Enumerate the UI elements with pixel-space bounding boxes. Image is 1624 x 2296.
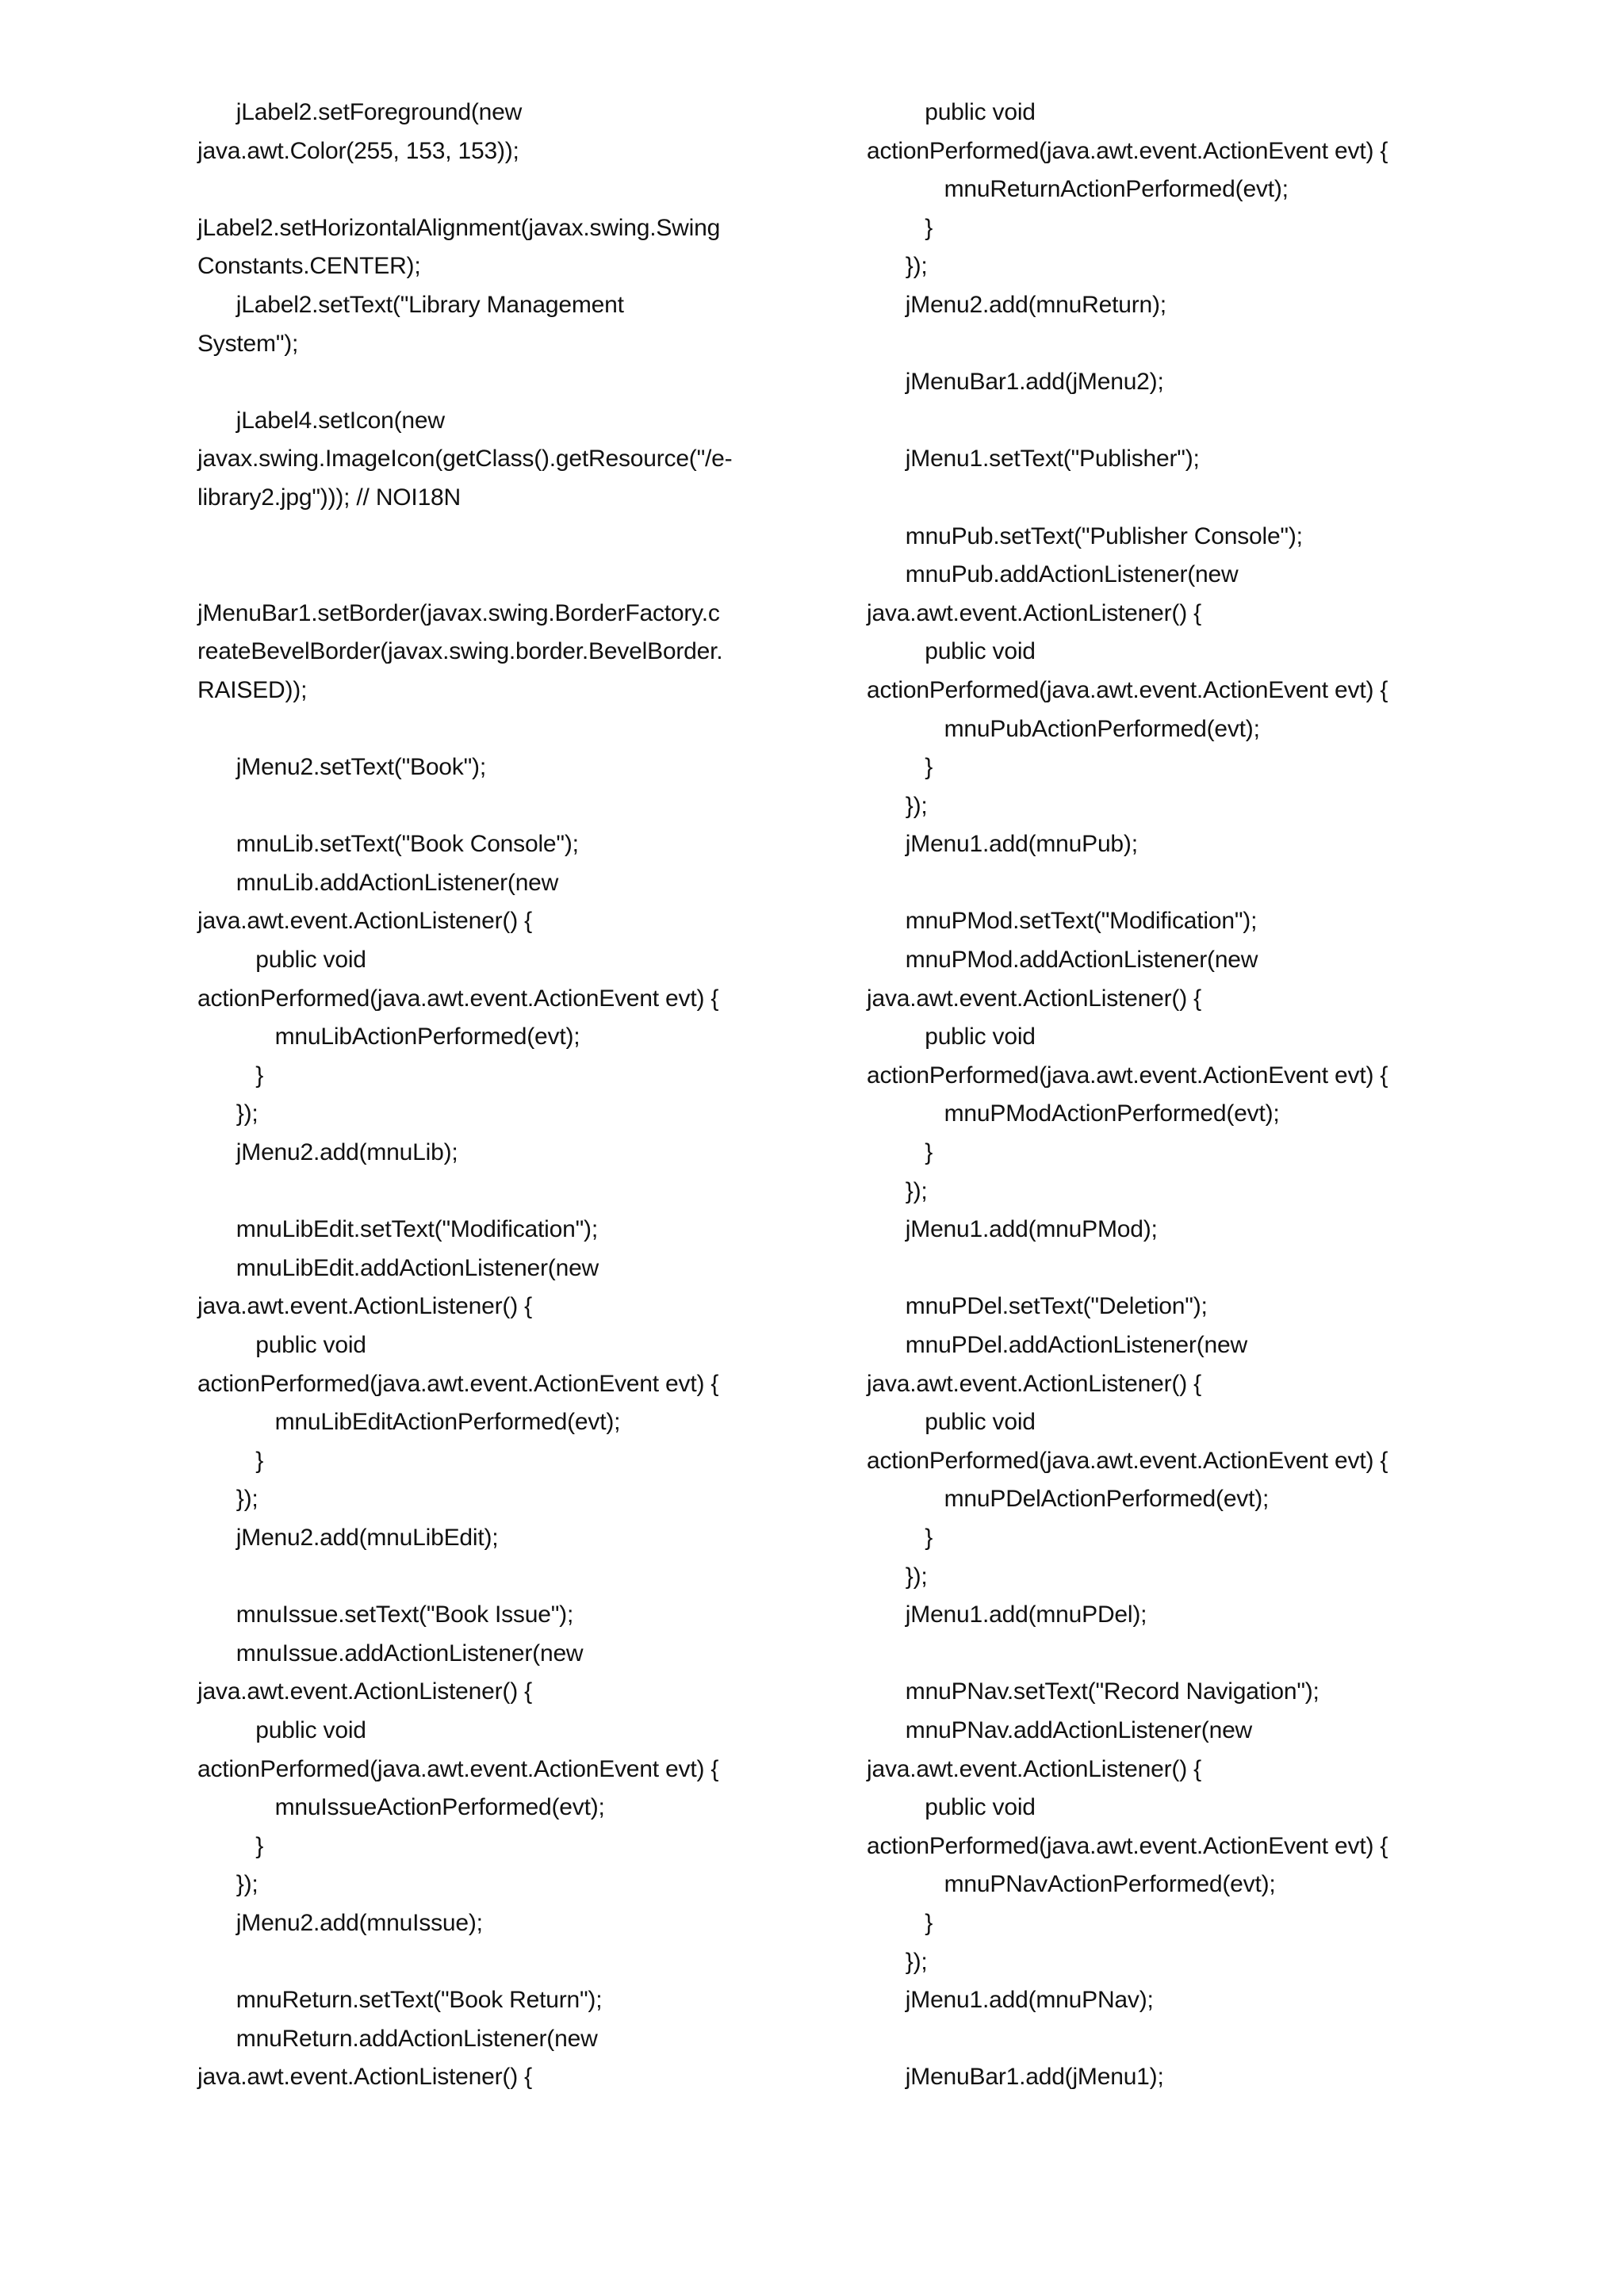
code-line: } — [867, 754, 933, 781]
code-line: }); — [867, 1948, 928, 1975]
code-line: mnuLibEditActionPerformed(evt); — [197, 1409, 621, 1436]
code-line — [197, 170, 800, 209]
code-line: }); — [867, 1177, 928, 1204]
code-line: }); — [197, 1100, 259, 1127]
code-line: jMenu1.add(mnuPMod); — [867, 1216, 1158, 1243]
code-line: } — [197, 1062, 264, 1089]
code-line: mnuIssue.addActionListener(new — [197, 1640, 584, 1667]
code-line: java.awt.event.ActionListener() { — [867, 599, 1201, 626]
code-line: mnuLibActionPerformed(evt); — [197, 1024, 580, 1050]
code-line: mnuPModActionPerformed(evt); — [867, 1100, 1280, 1127]
code-column-right — [867, 94, 1469, 2097]
code-line: actionPerformed(java.awt.event.ActionEvent evt) { — [867, 1447, 1388, 1474]
code-line — [197, 1558, 800, 1597]
code-line: actionPerformed(java.awt.event.ActionEvent evt) { — [867, 676, 1388, 703]
code-line: actionPerformed(java.awt.event.ActionEvent evt) { — [197, 985, 719, 1012]
code-line: mnuPDel.addActionListener(new — [867, 1332, 1247, 1358]
code-line — [867, 325, 1469, 364]
code-line: jLabel2.setHorizontalAlignment(javax.swing.Swing — [197, 214, 721, 241]
code-line: } — [867, 1139, 933, 1166]
code-line: java.awt.event.ActionListener() { — [197, 1678, 532, 1705]
code-line: }); — [867, 253, 928, 280]
code-line: mnuLibEdit.setText("Modification"); — [197, 1216, 598, 1243]
code-line — [197, 710, 800, 749]
code-line — [197, 787, 800, 826]
code-line: public void — [867, 1409, 1036, 1436]
code-line: System"); — [197, 330, 299, 357]
code-line — [197, 1173, 800, 1211]
code-line: mnuLib.addActionListener(new — [197, 869, 559, 896]
code-line: public void — [867, 638, 1036, 665]
code-line: mnuReturn.setText("Book Return"); — [197, 1987, 603, 2014]
code-line: actionPerformed(java.awt.event.ActionEvent evt) { — [197, 1755, 719, 1782]
code-line: mnuIssueActionPerformed(evt); — [197, 1794, 605, 1821]
code-line: java.awt.event.ActionListener() { — [867, 985, 1201, 1012]
code-line: java.awt.event.ActionListener() { — [867, 1370, 1201, 1397]
code-line: mnuPNav.addActionListener(new — [867, 1716, 1253, 1743]
code-line: mnuPMod.addActionListener(new — [867, 947, 1258, 974]
code-line: RAISED)); — [197, 676, 308, 703]
code-line: jMenu2.add(mnuLib); — [197, 1139, 458, 1166]
code-line — [197, 518, 800, 557]
code-line: mnuPDel.setText("Deletion"); — [867, 1293, 1208, 1320]
code-line: actionPerformed(java.awt.event.ActionEvent evt) { — [197, 1370, 719, 1397]
code-line: } — [197, 1832, 264, 1859]
code-line: mnuPMod.setText("Modification"); — [867, 908, 1258, 935]
code-line: jMenuBar1.setBorder(javax.swing.BorderFactory.c — [197, 599, 720, 626]
code-line — [197, 363, 800, 402]
code-line: jMenu2.add(mnuReturn); — [867, 291, 1166, 318]
code-line: public void — [197, 1716, 366, 1743]
code-line — [867, 402, 1469, 441]
code-line: library2.jpg"))); // NOI18N — [197, 484, 461, 511]
code-line: mnuLib.setText("Book Console"); — [197, 831, 579, 858]
code-line: jMenu1.add(mnuPNav); — [867, 1987, 1154, 2014]
code-line — [867, 864, 1469, 903]
code-line: actionPerformed(java.awt.event.ActionEvent evt) { — [867, 1062, 1388, 1089]
code-line: jMenu1.setText("Publisher"); — [867, 446, 1200, 473]
code-line: mnuPub.setText("Publisher Console"); — [867, 522, 1303, 549]
code-line — [197, 1943, 800, 1982]
code-line: Constants.CENTER); — [197, 253, 421, 280]
code-line — [867, 1249, 1469, 1288]
code-line: javax.swing.ImageIcon(getClass().getResource("/e- — [197, 446, 733, 473]
code-line: jLabel2.setForeground(new — [197, 99, 523, 125]
code-line: jLabel4.setIcon(new — [197, 407, 445, 434]
code-line: java.awt.event.ActionListener() { — [197, 908, 532, 935]
code-line: } — [197, 1447, 264, 1474]
code-line — [867, 479, 1469, 518]
code-line: }); — [867, 1563, 928, 1590]
code-line: mnuPub.addActionListener(new — [867, 561, 1239, 588]
code-line: mnuIssue.setText("Book Issue"); — [197, 1601, 574, 1628]
code-line: jLabel2.setText("Library Management — [197, 291, 624, 318]
code-line: public void — [867, 1794, 1036, 1821]
code-line: reateBevelBorder(javax.swing.border.BevelBorder. — [197, 638, 723, 665]
code-line: java.awt.event.ActionListener() { — [867, 1755, 1201, 1782]
code-line: mnuReturn.addActionListener(new — [197, 2025, 598, 2052]
code-line: jMenu1.add(mnuPDel); — [867, 1601, 1147, 1628]
code-line: actionPerformed(java.awt.event.ActionEvent evt) { — [867, 137, 1388, 164]
code-line: jMenu2.add(mnuIssue); — [197, 1909, 483, 1936]
code-line: } — [867, 214, 933, 241]
code-line: } — [867, 1909, 933, 1936]
code-line: actionPerformed(java.awt.event.ActionEvent evt) { — [867, 1832, 1388, 1859]
code-column-left — [197, 94, 800, 2097]
code-line: public void — [867, 1024, 1036, 1050]
code-line: mnuPNavActionPerformed(evt); — [867, 1871, 1276, 1898]
code-line: public void — [197, 947, 366, 974]
code-line: public void — [197, 1332, 366, 1358]
code-line: jMenuBar1.add(jMenu2); — [867, 369, 1164, 396]
code-line: } — [867, 1524, 933, 1551]
code-line: java.awt.event.ActionListener() { — [197, 1293, 532, 1320]
code-line: java.awt.Color(255, 153, 153)); — [197, 137, 519, 164]
code-line: jMenu2.add(mnuLibEdit); — [197, 1524, 499, 1551]
code-line: }); — [867, 792, 928, 819]
code-line: mnuPNav.setText("Record Navigation"); — [867, 1678, 1320, 1705]
code-line — [867, 2020, 1469, 2059]
code-line — [867, 1635, 1469, 1674]
code-line: jMenu2.setText("Book"); — [197, 754, 486, 781]
code-line: jMenuBar1.add(jMenu1); — [867, 2064, 1164, 2091]
code-line: java.awt.event.ActionListener() { — [197, 2064, 532, 2091]
code-line: mnuReturnActionPerformed(evt); — [867, 176, 1289, 203]
code-line: mnuPubActionPerformed(evt); — [867, 715, 1260, 742]
code-line: mnuPDelActionPerformed(evt); — [867, 1486, 1270, 1513]
code-line: jMenu1.add(mnuPub); — [867, 831, 1138, 858]
code-line: mnuLibEdit.addActionListener(new — [197, 1254, 599, 1281]
code-line — [197, 556, 800, 595]
code-line: public void — [867, 99, 1036, 125]
code-line: }); — [197, 1871, 259, 1898]
code-line: }); — [197, 1486, 259, 1513]
